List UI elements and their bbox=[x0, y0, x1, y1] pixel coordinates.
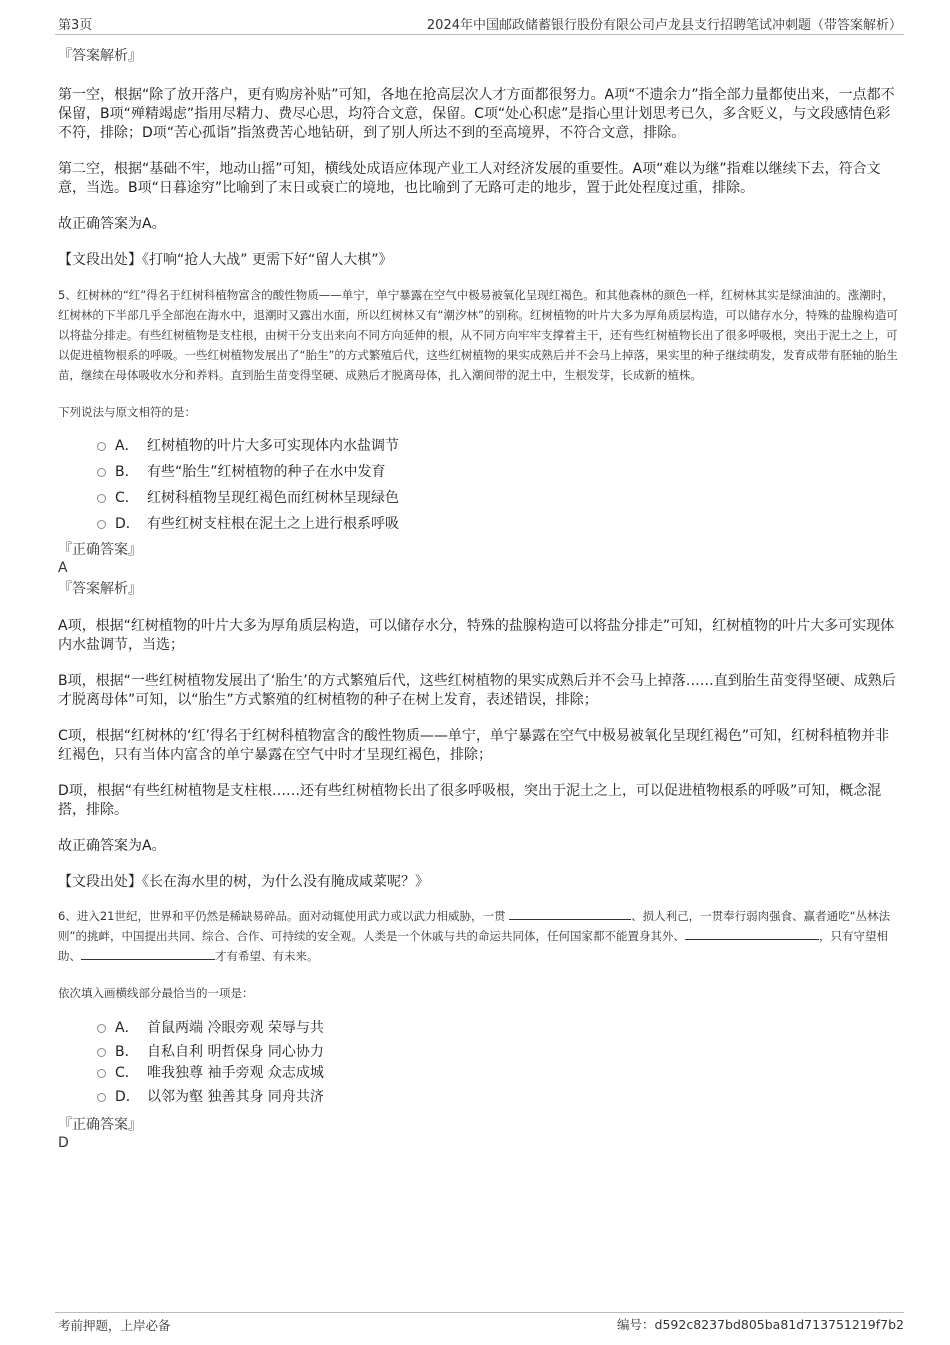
document-title: 2024年中国邮政储蓄银行股份有限公司卢龙县支行招聘笔试冲刺题（带答案解析） bbox=[426, 18, 902, 33]
option-letter: B． bbox=[115, 1044, 139, 1060]
radio-icon[interactable] bbox=[97, 468, 106, 477]
fill-blank-3 bbox=[81, 948, 215, 960]
option-text: 红树科植物呈现红褐色而红树林呈现绿色 bbox=[147, 490, 399, 506]
q6-stem-part-2: 、损人利己，一贯奉行弱肉强食、赢者通吃“丛林法则”的挑衅，中国提出共同、综合、合作、可持续的安全观。人类是一个休戚与共的命运共同体，任何国家都不能置身其外、 bbox=[58, 909, 891, 943]
option-letter: A． bbox=[115, 438, 139, 454]
q6-answer-tag: 『正确答案』 bbox=[58, 1117, 142, 1133]
radio-icon[interactable] bbox=[97, 1069, 106, 1078]
option-letter: C． bbox=[115, 1065, 139, 1081]
q5-answer-tag: 『正确答案』 bbox=[58, 542, 142, 558]
q5-analysis-tag: 『答案解析』 bbox=[58, 581, 142, 597]
page-header bbox=[0, 0, 950, 36]
option-text: 以邻为壑 独善其身 同舟共济 bbox=[147, 1089, 324, 1105]
radio-icon[interactable] bbox=[97, 442, 106, 451]
fill-blank-2 bbox=[685, 928, 819, 940]
q5-option-d[interactable] bbox=[58, 514, 900, 538]
q5-options bbox=[58, 436, 900, 538]
fill-blank-1 bbox=[509, 908, 631, 920]
document-id: 编号：d592c8237bd805ba81d713751219f7b2 bbox=[617, 1317, 904, 1332]
q6-options bbox=[58, 1018, 900, 1111]
q6-answer: D bbox=[58, 1135, 69, 1151]
option-letter: D． bbox=[115, 516, 140, 532]
q5-conclusion: 故正确答案为A。 bbox=[58, 838, 166, 854]
header-divider bbox=[55, 34, 904, 35]
page-number: 第3页 bbox=[58, 18, 93, 33]
page-body bbox=[58, 40, 900, 1152]
radio-icon[interactable] bbox=[97, 494, 106, 503]
footer-divider bbox=[55, 1312, 904, 1313]
q5-analysis-d: D项，根据“有些红树植物是支柱根……还有些红树植物长出了很多呼吸根，突出于泥土之上，可以促进植物根系的呼吸”可知，概念混搭，排除。 bbox=[58, 783, 882, 818]
q4-analysis-para-1: 第一空，根据“除了放开落户，更有购房补贴”可知，各地在抢高层次人才方面都很努力。A项“不遗余力”指全部力量都使出来，一点都不保留，B项“殚精竭虑”指用尽精力、费尽心思，均符合文意，保留。C项“处心积虑”是指心里计划思考已久，多含贬义，与文段感情色彩不符，排除；D项“苦心孤诣”指煞费苦心地钻研，到了别人所达不到的至高境界，不符合文意，排除。 bbox=[58, 87, 895, 141]
q5-analysis-a: A项，根据“红树植物的叶片大多为厚角质层构造，可以储存水分，特殊的盐腺构造可以将盐分排走”可知，红树植物的叶片大多可实现体内水盐调节，当选； bbox=[58, 618, 895, 653]
radio-icon[interactable] bbox=[97, 1024, 106, 1033]
q5-analysis-c: C项，根据“红树林的‘红’得名于红树科植物富含的酸性物质——单宁，单宁暴露在空气中极易被氧化呈现红褐色”可知，红树科植物并非红褐色，只有当体内富含的单宁暴露在空气中时才呈现红褐色，排除； bbox=[58, 728, 890, 763]
q6-stem-part-4: 才有希望、有未来。 bbox=[215, 949, 319, 963]
q4-source: 【文段出处】《打响“抢人大战” 更需下好“留人大棋”》 bbox=[58, 252, 393, 268]
q6-option-a[interactable] bbox=[58, 1018, 900, 1042]
radio-icon[interactable] bbox=[97, 1093, 106, 1102]
q5-option-b[interactable] bbox=[58, 462, 900, 488]
q5-analysis-b: B项，根据“一些红树植物发展出了‘胎生’的方式繁殖后代，这些红树植物的果实成熟后并不会马上掉落……直到胎生苗变得坚硬、成熟后才脱离母体”可知，以“胎生”方式繁殖的红树植物的种子在树上发育，表述错误，排除； bbox=[58, 673, 896, 708]
q6-prompt: 依次填入画横线部分最恰当的一项是： bbox=[58, 986, 254, 1000]
q6-option-d[interactable] bbox=[58, 1087, 900, 1111]
option-text: 唯我独尊 袖手旁观 众志成城 bbox=[147, 1065, 324, 1081]
q5-option-c[interactable] bbox=[58, 488, 900, 514]
q5-prompt: 下列说法与原文相符的是： bbox=[58, 405, 196, 419]
radio-icon[interactable] bbox=[97, 1048, 106, 1057]
q4-conclusion: 故正确答案为A。 bbox=[58, 216, 166, 232]
q6-stem bbox=[58, 906, 900, 966]
option-text: 有些红树支柱根在泥土之上进行根系呼吸 bbox=[147, 516, 399, 532]
q5-source: 【文段出处】《长在海水里的树，为什么没有腌成咸菜呢？》 bbox=[58, 874, 429, 890]
option-text: 有些“胎生”红树植物的种子在水中发育 bbox=[147, 464, 386, 480]
option-text: 自私自利 明哲保身 同心协力 bbox=[147, 1044, 324, 1060]
q6-option-b[interactable] bbox=[58, 1042, 900, 1063]
option-letter: D． bbox=[115, 1089, 140, 1105]
option-text: 红树植物的叶片大多可实现体内水盐调节 bbox=[147, 438, 399, 454]
q4-analysis-para-2: 第二空，根据“基础不牢，地动山摇”可知，横线处成语应体现产业工人对经济发展的重要性。A项“难以为继”指难以继续下去，符合文意，当选。B项“日暮途穷”比喻到了末日或衰亡的境地，也比喻到了无路可走的地步，置于此处程度过重，排除。 bbox=[58, 161, 881, 196]
q6-stem-part-1: 6、进入21世纪，世界和平仍然是稀缺易碎品。面对动辄使用武力或以武力相威胁，一贯 bbox=[58, 909, 506, 923]
q6-stem-part-3: ，只有守望相助、 bbox=[58, 929, 888, 963]
option-letter: A． bbox=[115, 1020, 139, 1036]
q4-analysis-tag: 『答案解析』 bbox=[58, 48, 142, 64]
q5-option-a[interactable] bbox=[58, 436, 900, 462]
footer-slogan: 考前押题，上岸必备 bbox=[58, 1318, 171, 1333]
q5-stem: 5、红树林的“红”得名于红树科植物富含的酸性物质——单宁，单宁暴露在空气中极易被氧化呈现红褐色。和其他森林的颜色一样，红树林其实是绿油油的。涨潮时，红树林的下半部几乎全部泡在海水中，退潮时又露出水面，所以红树林又有“潮汐林”的别称。红树植物的叶片大多为厚角质层构造，可以储存水分，特殊的盐腺构造可以将盐分排走。有些红树植物是支柱根，由树干分支出来向不同方向延伸的根，从不同方向牢牢支撑着主干，还有些红树植物长出了很多呼吸根，突出于泥土之上，可以促进植物根系的呼吸。一些红树植物发展出了“胎生”的方式繁殖后代，这些红树植物的果实成熟后并不会马上掉落，果实里的种子继续萌发，发育成带有胚轴的胎生苗，继续在母体吸收水分和养料。直到胎生苗变得坚硬、成熟后才脱离母体，扎入潮间带的泥土中，生根发芽，长成新的植株。 bbox=[58, 288, 898, 382]
option-letter: B． bbox=[115, 464, 139, 480]
q5-answer: A bbox=[58, 560, 68, 576]
q6-option-c[interactable] bbox=[58, 1063, 900, 1087]
option-letter: C． bbox=[115, 490, 139, 506]
radio-icon[interactable] bbox=[97, 520, 106, 529]
option-text: 首鼠两端 冷眼旁观 荣辱与共 bbox=[147, 1020, 324, 1036]
